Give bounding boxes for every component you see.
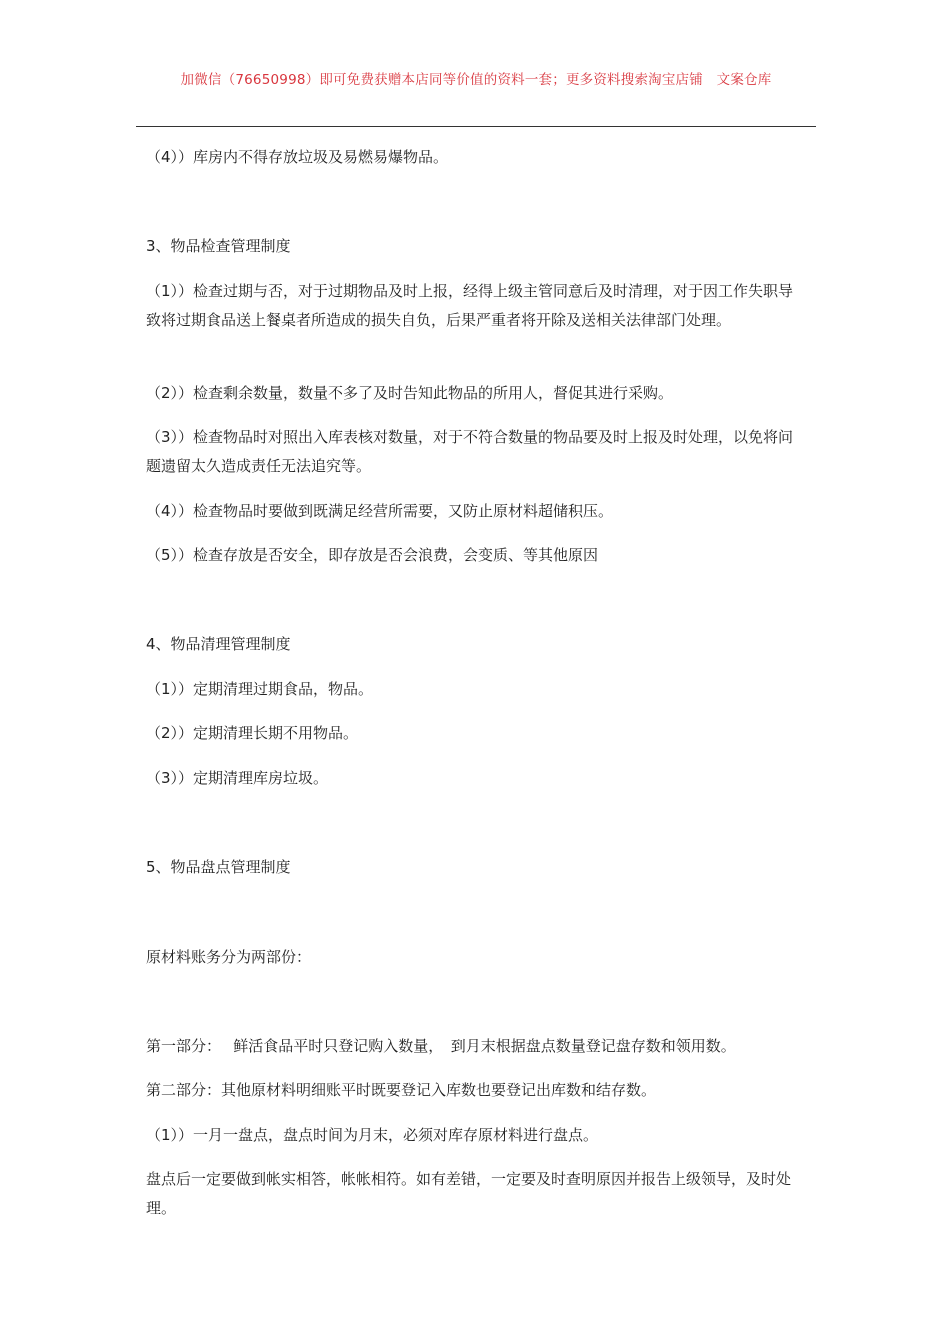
section3-item-2: （2））检查剩余数量，数量不多了及时告知此物品的所用人，督促其进行采购。	[146, 384, 674, 402]
inventory-note: 盘点后一定要做到帐实相答，帐帐相符。如有差错，一定要及时查明原因并报告上级领导，及时处理。	[146, 1170, 792, 1217]
section4-item-2: （2））定期清理长期不用物品。	[146, 724, 359, 742]
section3-item-5: （5））检查存放是否安全，即存放是否会浪费，会变质、等其他原因	[146, 546, 599, 564]
section3-title: 3、物品检查管理制度	[146, 237, 291, 255]
accounts-intro: 原材料账务分为两部份：	[146, 948, 312, 966]
storage-rule-4: （4））库房内不得存放垃圾及易燃易爆物品。	[146, 148, 449, 166]
section4-item-1: （1））定期清理过期食品，物品。	[146, 680, 374, 698]
accounts-part-1: 第一部分： 鲜活食品平时只登记购入数量， 到月末根据盘点数量登记盘存数和领用数。	[146, 1037, 736, 1055]
inventory-item-1: （1））一月一盘点，盘点时间为月末，必须对库存原材料进行盘点。	[146, 1126, 599, 1144]
section4-item-3: （3））定期清理库房垃圾。	[146, 769, 329, 787]
section3-item-3: （3））检查物品时对照出入库表核对数量，对于不符合数量的物品要及时上报及时处理，以免将问题遗留太久造成责任无法追究等。	[146, 428, 794, 475]
header-promo-note: 加微信（76650998）即可免费获赠本店同等价值的资料一套；更多资料搜索淘宝店铺 文案仓库	[180, 72, 772, 88]
section3-item-1: （1））检查过期与否，对于过期物品及时上报，经得上级主管同意后及时清理，对于因工作失职导致将过期食品送上餐桌者所造成的损失自负，后果严重者将开除及送相关法律部门处理。	[146, 282, 794, 329]
accounts-part-2: 第二部分：其他原材料明细账平时既要登记入库数也要登记出库数和结存数。	[146, 1081, 657, 1099]
section3-item-4: （4））检查物品时要做到既满足经营所需要，又防止原材料超储积压。	[146, 502, 614, 520]
section5-title: 5、物品盘点管理制度	[146, 858, 291, 876]
section4-title: 4、物品清理管理制度	[146, 635, 291, 653]
header-divider	[136, 126, 816, 127]
